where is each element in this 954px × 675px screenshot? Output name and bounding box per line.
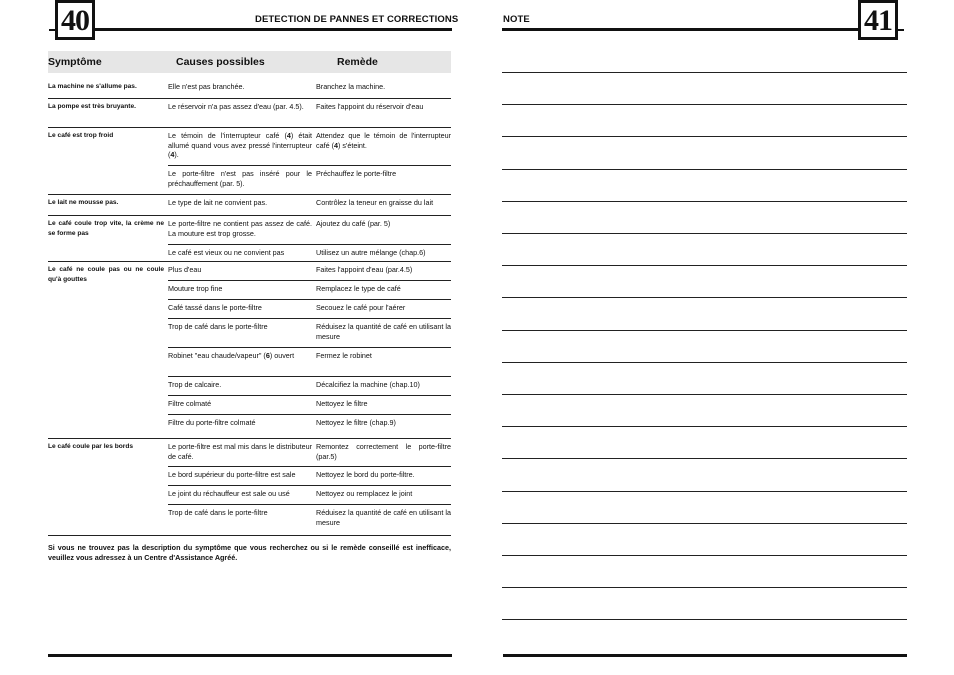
symptom-cell [48,248,168,262]
note-line [502,394,907,395]
table-subrow [48,262,451,281]
header-tick-left [49,29,55,31]
cause-cell: Le joint du réchauffeur est sale ou usé [168,489,290,498]
symptom-cell [48,508,168,525]
table-subrow [48,166,451,195]
symptom-cell [48,284,168,300]
note-line [502,458,907,459]
table-row [48,79,451,98]
table-subrow [48,486,451,505]
symptom-cell [48,380,168,396]
page-number-left: 40 [55,0,95,40]
table-bottom-rule [48,535,451,536]
cause-cell: Plus d'eau [168,265,202,274]
symptom-cell [48,489,168,505]
table-subrow [48,415,451,434]
symptom-cell: Le lait ne mousse pas. [48,199,119,206]
symptom-cell: La pompe est très bruyante. [48,103,136,110]
cause-cell: Le porte-filtre est mal mis dans le distributeur de café. [168,442,312,461]
symptom-cell [48,399,168,415]
remedy-cell: Ajoutez du café (par. 5) [316,219,391,228]
cause-cell: Filtre colmaté [168,399,212,408]
symptom-cell: Le café est trop froid [48,132,114,139]
symptom-cell: Le café coule trop vite, la crème ne se forme pas [48,220,164,237]
page-title-right: NOTE [503,14,530,25]
page-number-right: 41 [858,0,898,40]
note-line [502,201,907,202]
symptom-cell [48,418,168,434]
table-row [48,438,451,525]
note-line [502,619,907,620]
footer-note: Si vous ne trouvez pas la description du symptôme que vous recherchez ou si le remède conseillé est inefficace, veuillez vous adressez à un Centre d'Assistance Agréé. [48,543,451,562]
column-causes: Causes possibles [176,56,265,68]
note-line [502,523,907,524]
bottom-rule-left [48,654,452,657]
header-tick-right [898,29,904,31]
cause-cell: Mouture trop fine [168,284,223,293]
note-line [502,330,907,331]
cause-cell: Le bord supérieur du porte-filtre est sale [168,470,296,479]
table-subrow [48,216,451,245]
header-rule-left [95,28,452,31]
note-line [502,233,907,234]
column-symptom: Symptôme [48,56,102,68]
header-rule-right [502,28,858,31]
table-subrow [48,377,451,396]
cause-cell: Le témoin de l'interrupteur café (4) était allumé quand vous avez pressé l'interrupteur (4). [168,131,312,160]
cause-cell: Trop de café dans le porte-filtre [168,322,268,331]
remedy-cell: Attendez que le témoin de l'interrupteur café (4) s'éteint. [316,131,451,150]
note-line [502,426,907,427]
symptom-cell: Le café ne coule pas ou ne coule qu'à gouttes [48,266,164,283]
cause-cell: Filtre du porte-filtre colmaté [168,418,256,427]
cause-cell: Elle n'est pas branchée. [168,82,245,91]
table-subrow [48,348,451,377]
table-subrow [48,439,451,467]
remedy-cell: Décalcifiez la machine (chap.10) [316,380,420,389]
page-title-left: DETECTION DE PANNES ET CORRECTIONS [255,14,459,25]
remedy-cell: Utilisez un autre mélange (chap.6) [316,248,426,257]
remedy-cell: Nettoyez le filtre [316,399,368,408]
symptom-cell: La machine ne s'allume pas. [48,83,137,90]
symptom-cell [48,351,168,377]
table-subrow [48,245,451,262]
table-subrow [48,195,451,216]
table-subrow [48,467,451,486]
remedy-cell: Secouez le café pour l'aérer [316,303,406,312]
note-line [502,136,907,137]
note-line [502,72,907,73]
table-subrow [48,505,451,525]
note-line [502,169,907,170]
table-subrow [48,79,451,98]
cause-cell: Trop de calcaire. [168,380,222,389]
table-row [48,194,451,216]
remedy-cell: Préchauffez le porte-filtre [316,169,397,178]
remedy-cell: Contrôlez la teneur en graisse du lait [316,198,434,207]
table-row [48,215,451,262]
cause-cell: Le type de lait ne convient pas. [168,198,268,207]
cause-cell: Robinet "eau chaude/vapeur" (6) ouvert [168,351,295,360]
table-subrow [48,128,451,166]
remedy-cell: Faites l'appoint d'eau (par.4.5) [316,265,413,274]
cause-cell: Trop de café dans le porte-filtre [168,508,268,517]
symptom-cell [48,169,168,195]
remedy-cell: Nettoyez le filtre (chap.9) [316,418,396,427]
cause-cell: Café tassé dans le porte-filtre [168,303,262,312]
note-line [502,362,907,363]
note-line [502,491,907,492]
note-line [502,555,907,556]
remedy-cell: Réduisez la quantité de café en utilisant la mesure [316,322,451,341]
note-line [502,297,907,298]
cause-cell: Le porte-filtre n'est pas inséré pour le préchauffement (par. 5). [168,169,312,188]
remedy-cell: Nettoyez le bord du porte-filtre. [316,470,415,479]
cause-cell: Le réservoir n'a pas assez d'eau (par. 4.5). [168,102,304,111]
remedy-cell: Nettoyez ou remplacez le joint [316,489,413,498]
bottom-rule-right [503,654,907,657]
symptom-cell [48,470,168,486]
remedy-cell: Réduisez la quantité de café en utilisant la mesure [316,508,451,527]
remedy-cell: Faites l'appoint du réservoir d'eau [316,102,424,111]
symptom-cell: Le café coule par les bords [48,443,134,450]
remedy-cell: Remplacez le type de café [316,284,401,293]
table-row [48,98,451,128]
note-line [502,265,907,266]
note-line [502,587,907,588]
cause-cell: Le café est vieux ou ne convient pas [168,248,285,257]
symptom-cell [48,322,168,348]
note-line [502,104,907,105]
symptom-cell [48,303,168,319]
remedy-cell: Branchez la machine. [316,82,386,91]
table-column-header [48,51,451,73]
table-subrow [48,281,451,300]
cause-cell: Le porte-filtre ne contient pas assez de café. La mouture est trop grosse. [168,219,312,238]
table-row [48,261,451,434]
table-subrow [48,99,451,128]
table-subrow [48,319,451,348]
table-subrow [48,300,451,319]
remedy-cell: Remontez correctement le porte-filtre (par.5) [316,442,451,461]
column-remedy: Remède [337,56,378,68]
table-row [48,127,451,195]
remedy-cell: Fermez le robinet [316,351,372,360]
table-subrow [48,396,451,415]
